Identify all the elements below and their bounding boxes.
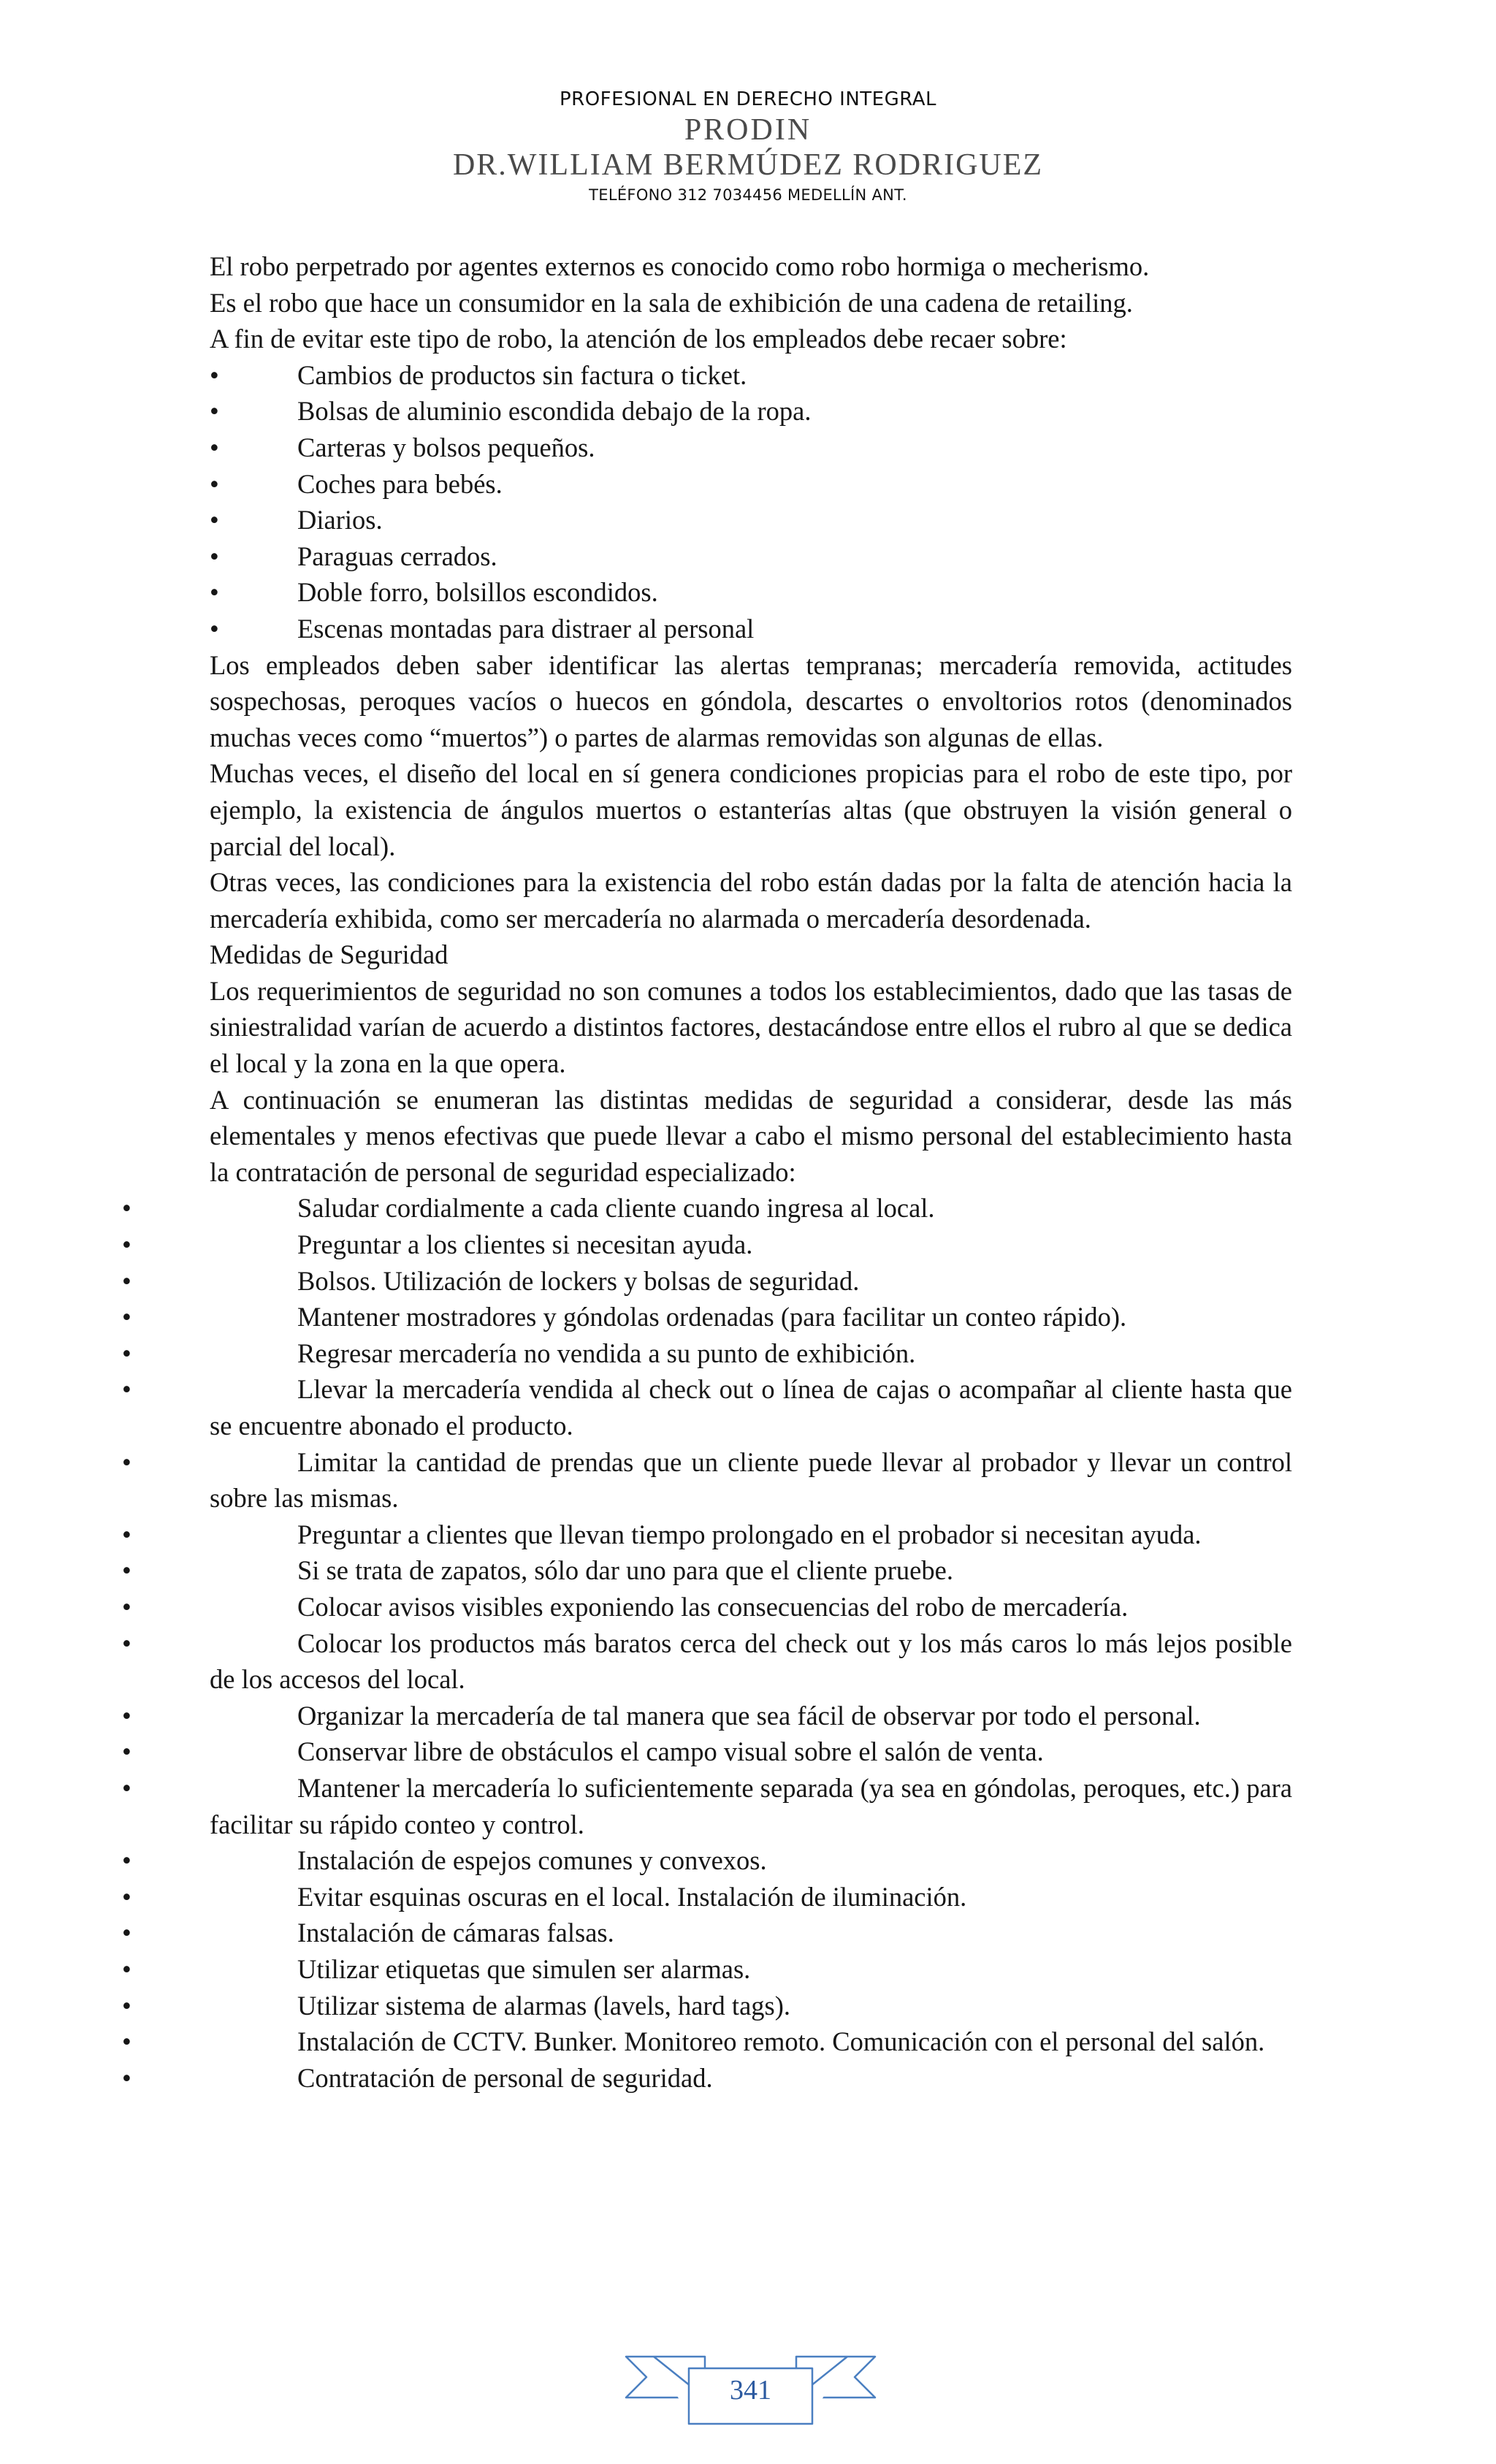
- list-item: • Bolsas de aluminio escondida debajo de la ropa.: [210, 393, 1292, 430]
- bullet-icon: •: [122, 1990, 131, 2021]
- list-item: • Cambios de productos sin factura o ticket.: [210, 357, 1292, 394]
- bullet-icon: •: [122, 1446, 131, 1477]
- list-item: • Coches para bebés.: [210, 466, 1292, 503]
- bullet-icon: •: [122, 2026, 131, 2057]
- bullet-icon: •: [122, 1736, 131, 1767]
- bullet-icon: •: [210, 577, 219, 608]
- list-item: • Colocar los productos más baratos cerca del check out y los más caros lo más lejos posible de los accesos del local.: [210, 1625, 1292, 1698]
- list-item: • Carteras y bolsos pequeños.: [210, 430, 1292, 466]
- list-item: • Colocar avisos visibles exponiendo las consecuencias del robo de mercadería.: [210, 1589, 1292, 1625]
- list-item: • Utilizar etiquetas que simulen ser alarmas.: [210, 1951, 1292, 1988]
- list-item: • Paraguas cerrados.: [210, 538, 1292, 575]
- bullet-icon: •: [122, 1265, 131, 1296]
- list-item: • Bolsos. Utilización de lockers y bolsas de seguridad.: [210, 1263, 1292, 1300]
- bullet-icon: •: [122, 1845, 131, 1876]
- list-item: • Organizar la mercadería de tal manera que sea fácil de observar por todo el personal.: [210, 1698, 1292, 1734]
- letterhead: [0, 86, 1496, 207]
- paragraph: Los requerimientos de seguridad no son comunes a todos los establecimientos, dado que las tasas de siniestralidad varían de acuerdo a distintos factores, destacándose entre ellos el rubro al que se dedica el local y la zona en la que opera.: [210, 975, 1292, 1079]
- bullet-icon: •: [122, 1555, 131, 1586]
- bullet-icon: •: [122, 1628, 131, 1658]
- bullet-icon: •: [122, 1302, 131, 1332]
- paragraph: Otras veces, las condiciones para la existencia del robo están dadas por la falta de atención hacia la mercadería exhibida, como ser mercadería no alarmada o mercadería desordenada.: [210, 867, 1292, 934]
- bullet-icon: •: [122, 1519, 131, 1549]
- bullet-icon: •: [210, 613, 219, 644]
- header-profession: PROFESIONAL EN DERECHO INTEGRAL: [559, 88, 937, 110]
- paragraph: Los empleados deben saber identificar las alertas tempranas; mercadería removida, actitudes sospechosas, peroques vacíos o huecos en góndola, descartes o envoltorios rotos (denominados muchas veces como “muertos”) o partes de alarmas removidas son algunas de ellas.: [210, 649, 1292, 752]
- header-phone: TELÉFONO 312 7034456 MEDELLÍN ANT.: [589, 186, 907, 204]
- page-number: 341: [730, 2375, 771, 2406]
- bullet-icon: •: [210, 541, 219, 571]
- bullet-icon: •: [122, 1918, 131, 1948]
- list-item: • Instalación de CCTV. Bunker. Monitoreo remoto. Comunicación con el personal del salón.: [210, 2024, 1292, 2060]
- bullet-icon: •: [122, 1591, 131, 1622]
- list-item: • Llevar la mercadería vendida al check out o línea de cajas o acompañar al cliente hasta que se encuentre abonado el producto.: [210, 1371, 1292, 1443]
- page-number-ribbon: [625, 2354, 877, 2427]
- document-body: [122, 248, 1292, 2096]
- header-firm: PRODIN: [684, 113, 812, 147]
- list-item: • Utilizar sistema de alarmas (lavels, hard tags).: [210, 1988, 1292, 2024]
- paragraph: A fin de evitar este tipo de robo, la atención de los empleados debe recaer sobre:: [210, 324, 1067, 354]
- bullet-icon: •: [210, 505, 219, 535]
- bullet-icon: •: [122, 1700, 131, 1731]
- paragraph: El robo perpetrado por agentes externos es conocido como robo hormiga o mecherismo.: [210, 251, 1150, 281]
- list-item: • Instalación de espejos comunes y convexos.: [210, 1842, 1292, 1879]
- bullet-icon: •: [122, 1881, 131, 1912]
- bullet-icon: •: [122, 1772, 131, 1803]
- bullet-icon: •: [210, 432, 219, 462]
- list-item: • Evitar esquinas oscuras en el local. Instalación de iluminación.: [210, 1879, 1292, 1915]
- bullet-icon: •: [210, 396, 219, 427]
- list-item: • Saludar cordialmente a cada cliente cuando ingresa al local.: [210, 1190, 1292, 1227]
- bullet-icon: •: [122, 1374, 131, 1405]
- list-item: • Preguntar a los clientes si necesitan ayuda.: [210, 1227, 1292, 1263]
- list-item: • Mantener la mercadería lo suficientemente separada (ya sea en góndolas, peroques, etc.) para facilitar su rápido conteo y control.: [210, 1770, 1292, 1842]
- list-item: • Limitar la cantidad de prendas que un cliente puede llevar al probador y llevar un control sobre las mismas.: [210, 1444, 1292, 1517]
- bullet-icon: •: [122, 2062, 131, 2093]
- paragraph: Muchas veces, el diseño del local en sí genera condiciones propicias para el robo de este tipo, por ejemplo, la existencia de ángulos muertos o estanterías altas (que obstruyen la visión general o parcial del local).: [210, 758, 1292, 861]
- bullet-icon: •: [122, 1193, 131, 1224]
- list-item: • Regresar mercadería no vendida a su punto de exhibición.: [210, 1335, 1292, 1372]
- header-name: DR.WILLIAM BERMÚDEZ RODRIGUEZ: [452, 148, 1044, 182]
- bullet-icon: •: [210, 468, 219, 499]
- list-item: • Escenas montadas para distraer al personal: [210, 611, 1292, 647]
- section-heading: Medidas de Seguridad: [210, 939, 449, 970]
- bullet-list-security-measures: [122, 1190, 1292, 2096]
- list-item: • Conservar libre de obstáculos el campo visual sobre el salón de venta.: [210, 1733, 1292, 1770]
- list-item: • Preguntar a clientes que llevan tiempo prolongado en el probador si necesitan ayuda.: [210, 1517, 1292, 1553]
- bullet-icon: •: [122, 1953, 131, 1984]
- bullet-icon: •: [210, 359, 219, 390]
- list-item: • Instalación de cámaras falsas.: [210, 1915, 1292, 1951]
- bullet-list-theft-signs: [210, 357, 1292, 647]
- list-item: • Mantener mostradores y góndolas ordenadas (para facilitar un conteo rápido).: [210, 1299, 1292, 1335]
- bullet-icon: •: [122, 1338, 131, 1368]
- list-item: • Diarios.: [210, 502, 1292, 538]
- paragraph: Es el robo que hace un consumidor en la sala de exhibición de una cadena de retailing.: [210, 287, 1133, 318]
- list-item: • Si se trata de zapatos, sólo dar uno para que el cliente pruebe.: [210, 1552, 1292, 1589]
- list-item: • Contratación de personal de seguridad.: [210, 2060, 1292, 2097]
- paragraph: A continuación se enumeran las distintas medidas de seguridad a considerar, desde las más elementales y menos efectivas que puede llevar a cabo el mismo personal del establecimiento hasta la contratación de personal de seguridad especializado:: [210, 1084, 1292, 1187]
- list-item: • Doble forro, bolsillos escondidos.: [210, 574, 1292, 611]
- bullet-icon: •: [122, 1229, 131, 1260]
